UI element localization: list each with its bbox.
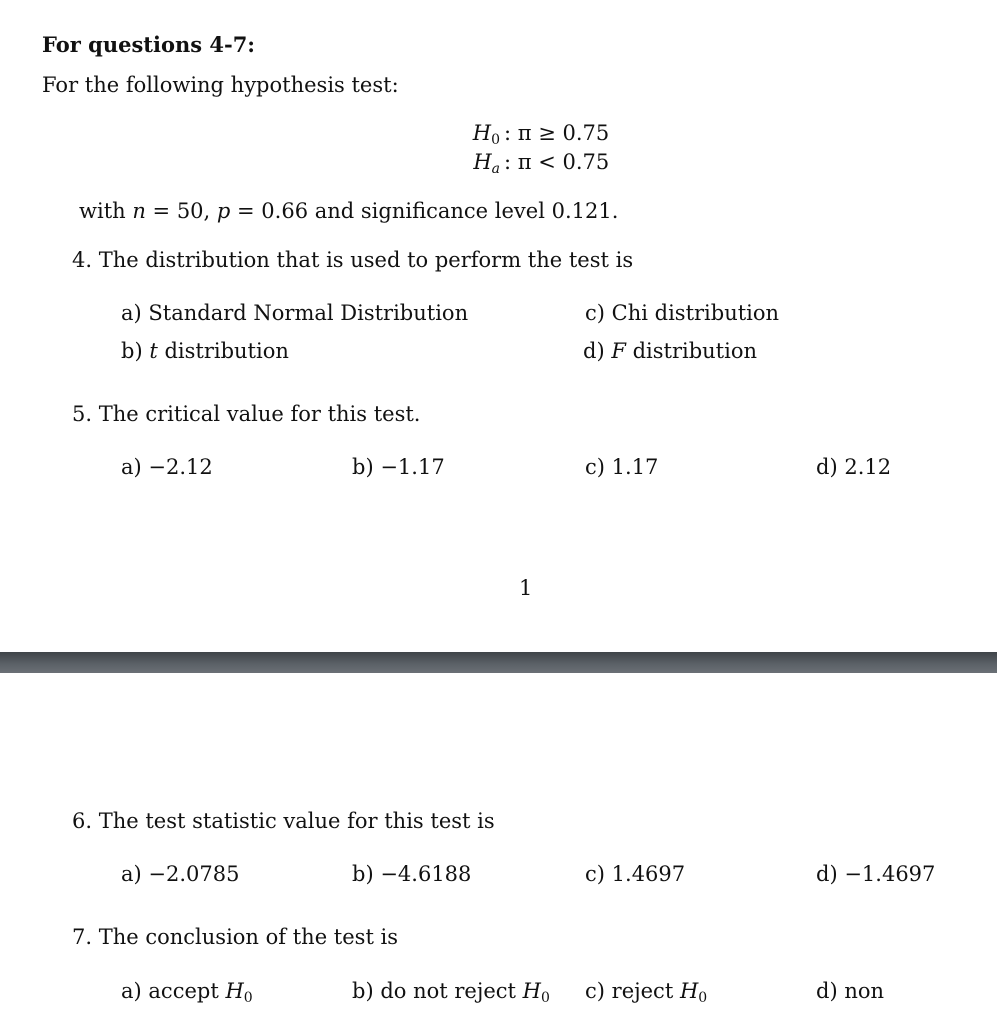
- question-4-number: 4.: [72, 248, 93, 272]
- option-var: H: [679, 979, 699, 1003]
- ha-subscript: a: [491, 161, 500, 177]
- given-p-val: = 0.66 and significance level 0.121.: [230, 199, 619, 223]
- q4-option-d[interactable]: [583, 341, 757, 362]
- option-letter: c): [585, 455, 605, 479]
- option-letter: b): [121, 339, 143, 363]
- option-var: H: [225, 979, 244, 1003]
- option-text: 2.12: [844, 455, 892, 479]
- question-6: [72, 811, 495, 832]
- question-5-number: 5.: [72, 402, 93, 426]
- option-text: Chi distribution: [611, 301, 780, 325]
- given-parameters: [79, 201, 618, 222]
- question-7-number: 7.: [72, 925, 93, 949]
- option-letter: b): [352, 455, 374, 479]
- option-letter: a): [121, 455, 142, 479]
- question-6-number: 6.: [72, 809, 93, 833]
- option-var: t: [149, 339, 158, 363]
- question-6-text: The test statistic value for this test is: [98, 809, 495, 833]
- q5-option-c[interactable]: [585, 457, 658, 478]
- option-text: do not reject: [380, 979, 523, 1003]
- option-subscript: 0: [243, 990, 253, 1006]
- option-letter: c): [585, 301, 605, 325]
- page-break-divider: [0, 652, 997, 673]
- option-text: −4.6188: [380, 862, 472, 886]
- option-text: Standard Normal Distribution: [148, 301, 469, 325]
- q7-option-b[interactable]: [352, 981, 550, 1005]
- option-subscript: 0: [698, 990, 708, 1006]
- option-text: −1.4697: [844, 862, 936, 886]
- option-text: distribution: [157, 339, 289, 363]
- option-letter: d): [816, 862, 838, 886]
- intro-text: For the following hypothesis test:: [42, 73, 399, 97]
- option-text: −1.17: [380, 455, 445, 479]
- page-number: 1: [519, 576, 533, 600]
- ha-symbol: H: [473, 150, 492, 174]
- option-text: −2.12: [148, 455, 213, 479]
- option-letter: d): [816, 455, 838, 479]
- option-text: 1.17: [611, 455, 659, 479]
- given-n-val: = 50,: [145, 199, 217, 223]
- question-7: [72, 927, 398, 948]
- option-subscript: 0: [540, 990, 550, 1006]
- option-letter: c): [585, 979, 605, 1003]
- option-letter: a): [121, 862, 142, 886]
- q5-option-d[interactable]: [816, 457, 891, 478]
- h0-symbol: H: [472, 121, 492, 145]
- q4-option-c[interactable]: [585, 303, 779, 324]
- q4-option-b[interactable]: [121, 341, 289, 362]
- option-text: −2.0785: [148, 862, 240, 886]
- option-text: reject: [611, 979, 680, 1003]
- q6-option-a[interactable]: [121, 864, 239, 885]
- option-letter: a): [121, 301, 142, 325]
- question-4: [72, 250, 633, 271]
- given-n-var: n: [132, 199, 146, 223]
- option-letter: b): [352, 979, 374, 1003]
- option-letter: c): [585, 862, 605, 886]
- q7-option-c[interactable]: [585, 981, 707, 1005]
- question-7-text: The conclusion of the test is: [98, 925, 399, 949]
- section-title: For questions 4-7:: [42, 32, 256, 57]
- question-5-text: The critical value for this test.: [98, 402, 421, 426]
- question-5: [72, 404, 420, 425]
- option-text: 1.4697: [611, 862, 686, 886]
- option-var: F: [611, 339, 626, 363]
- q5-option-a[interactable]: [121, 457, 213, 478]
- q5-option-b[interactable]: [352, 457, 445, 478]
- q7-option-d[interactable]: [816, 981, 884, 1002]
- q4-option-a[interactable]: [121, 303, 468, 324]
- question-4-text: The distribution that is used to perform the test is: [98, 248, 634, 272]
- q6-option-c[interactable]: [585, 864, 685, 885]
- option-letter: b): [352, 862, 374, 886]
- h0-relation: : π ≥ 0.75: [504, 121, 610, 145]
- option-text: distribution: [625, 339, 758, 363]
- ha-relation: : π < 0.75: [504, 150, 610, 174]
- q6-option-d[interactable]: [816, 864, 935, 885]
- q6-option-b[interactable]: [352, 864, 471, 885]
- option-letter: d): [816, 979, 838, 1003]
- option-letter: d): [583, 339, 605, 363]
- h0-subscript: 0: [491, 132, 500, 148]
- option-var: H: [522, 979, 541, 1003]
- given-p-var: p: [216, 199, 231, 223]
- option-text: accept: [148, 979, 226, 1003]
- q7-option-a[interactable]: [121, 981, 253, 1005]
- given-with: with: [79, 199, 126, 223]
- option-letter: a): [121, 979, 142, 1003]
- option-text: non: [844, 979, 885, 1003]
